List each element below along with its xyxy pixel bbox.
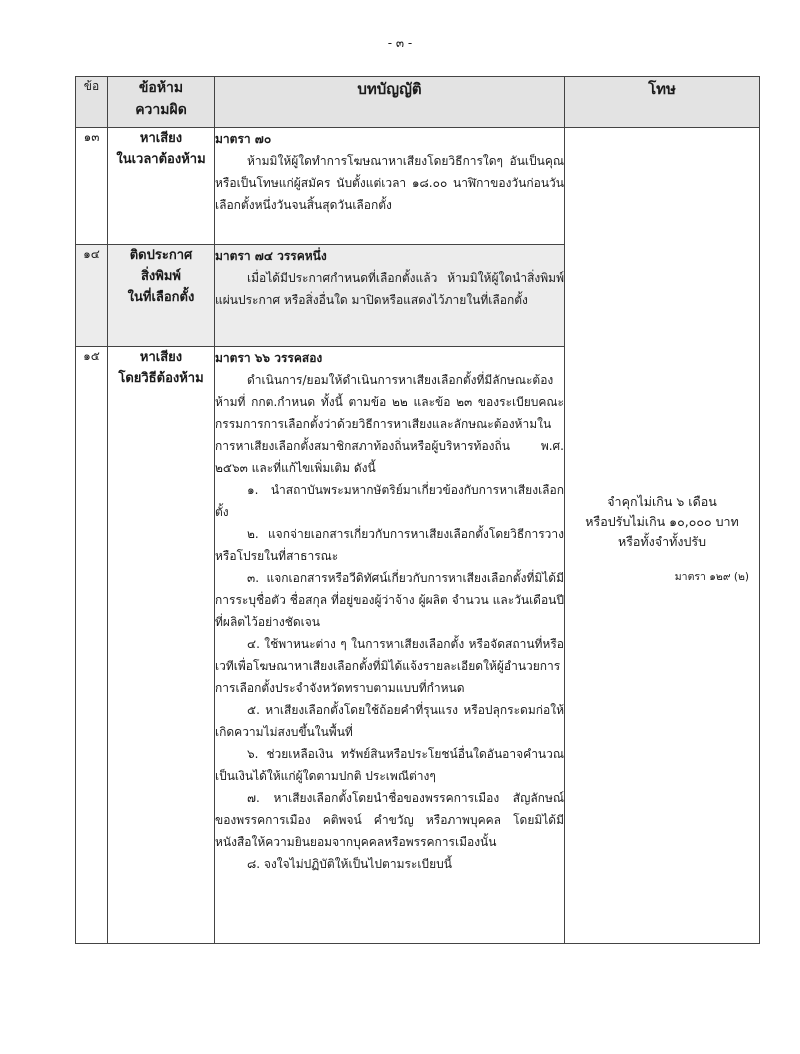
- header-offense-line2: ความผิด: [135, 102, 187, 118]
- list-item: ๓. แจกเอกสารหรือวีดิทัศน์เกี่ยวกับการหาเสียงเลือกตั้งที่มิได้มีการระบุชื่อตัว ชื่อสกุล ที่อยู่ของผู้ว่าจ้าง ผู้ผลิต จำนวน และวันเดือนปีที่ผลิตไว้อย่างชัดเจน: [215, 571, 564, 629]
- header-penalty: โทษ: [565, 77, 760, 128]
- header-offense: [108, 77, 215, 128]
- list-item: ๕. หาเสียงเลือกตั้งโดยใช้ถ้อยคำที่รุนแรง หรือปลุกระดมก่อให้เกิดความไม่สงบขึ้นในพื้นที่: [215, 703, 564, 739]
- provision-text: ห้ามมิให้ผู้ใดทำการโฆษณาหาเสียงโดยวิธีการใดๆ อันเป็นคุณหรือเป็นโทษแก่ผู้สมัคร นับตั้งแต่เวลา ๑๘.๐๐ นาฬิกาของวันก่อนวันเลือกตั้งหนึ่งวันจนสิ้นสุดวันเลือกตั้ง: [215, 154, 564, 212]
- page-number: - ๓ -: [387, 36, 413, 50]
- penalty-cell: [565, 128, 760, 944]
- offense-line: หาเสียง: [139, 131, 183, 146]
- table-header-row: [76, 77, 760, 128]
- penalty-reference: มาตรา ๑๒๙ (๒): [674, 571, 749, 583]
- section-title: มาตรา ๖๖ วรรคสอง: [215, 351, 323, 365]
- penalty-line: หรือทั้งจำทั้งปรับ: [617, 534, 707, 549]
- offense-line: ในเวลาต้องห้าม: [116, 152, 206, 167]
- table-row: [76, 128, 760, 245]
- election-offense-table: [75, 76, 760, 944]
- provision-cell: [215, 347, 565, 944]
- list-item: ๔. ใช้พาหนะต่าง ๆ ในการหาเสียงเลือกตั้ง หรือจัดสถานที่หรือเวทีเพื่อโฆษณาหาเสียงเลือกตั้งที่มิได้แจ้งรายละเอียดให้ผู้อำนวยการการเลือกตั้งประจำจังหวัดทราบตามแบบที่กำหนด: [215, 637, 564, 695]
- penalty-line: หรือปรับไม่เกิน ๑๐,๐๐๐ บาท: [585, 514, 739, 529]
- provision-text: ดำเนินการ/ยอมให้ดำเนินการหาเสียงเลือกตั้งที่มีลักษณะต้องห้ามที่ กกต.กำหนด ทั้งนี้ ตามข้อ ๒๒ และข้อ ๒๓ ของระเบียบคณะกรรมการการเลือกตั้งว่าด้วยวิธีการหาเสียงและลักษณะต้องห้ามในการหาเสียงเลือกตั้งสมาชิกสภาท้องถิ่นหรือผู้บริหารท้องถิ่น พ.ศ. ๒๕๖๓ และที่แก้ไขเพิ่มเติม ดังนี้: [215, 373, 564, 475]
- list-item: ๘. จงใจไม่ปฏิบัติให้เป็นไปตามระเบียบนี้: [247, 857, 452, 871]
- row-number: ๑๕: [76, 347, 108, 944]
- list-item: ๑. นำสถาบันพระมหากษัตริย์มาเกี่ยวข้องกับการหาเสียงเลือกตั้ง: [215, 483, 564, 519]
- provision-cell: [215, 128, 565, 245]
- penalty-text: [565, 492, 759, 552]
- penalty-line: จำคุกไม่เกิน ๖ เดือน: [607, 494, 717, 509]
- row-number: ๑๔: [76, 245, 108, 347]
- list-item: ๗. หาเสียงเลือกตั้งโดยนำชื่อของพรรคการเมือง สัญลักษณ์ของพรรคการเมือง คติพจน์ คำขวัญ หรือภาพบุคคล โดยมิได้มีหนังสือให้ความยินยอมจากบุคคลหรือพรรคการเมืองนั้น: [215, 791, 564, 849]
- offense-cell: [108, 128, 215, 245]
- header-provision: บทบัญญัติ: [215, 77, 565, 128]
- offense-line: ติดประกาศ: [129, 248, 193, 263]
- offense-cell: [108, 245, 215, 347]
- list-item: ๖. ช่วยเหลือเงิน ทรัพย์สินหรือประโยชน์อื่นใดอันอาจคำนวณเป็นเงินได้ให้แก่ผู้ใดตามปกติ ประเพณีต่างๆ: [215, 747, 564, 783]
- offense-cell: [108, 347, 215, 944]
- provision-cell: [215, 245, 565, 347]
- header-offense-line1: ข้อห้าม: [138, 80, 184, 96]
- section-title: มาตรา ๗๐: [215, 132, 272, 146]
- list-item: ๒. แจกจ่ายเอกสารเกี่ยวกับการหาเสียงเลือกตั้งโดยวิธีการวาง หรือโปรยในที่สาธารณะ: [215, 527, 564, 563]
- section-title: มาตรา ๗๔ วรรคหนึ่ง: [215, 249, 327, 263]
- offense-line: หาเสียง: [139, 350, 183, 365]
- row-number: ๑๓: [76, 128, 108, 245]
- header-no: ข้อ: [76, 77, 108, 128]
- offense-line: ในที่เลือกตั้ง: [127, 290, 195, 305]
- offense-line: สิ่งพิมพ์: [141, 269, 181, 284]
- offense-line: โดยวิธีต้องห้าม: [118, 371, 204, 386]
- provision-text: เมื่อได้มีประกาศกำหนดที่เลือกตั้งแล้ว ห้ามมิให้ผู้ใดนำสิ่งพิมพ์ แผ่นประกาศ หรือสิ่งอื่นใด มาปิดหรือแสดงไว้ภายในที่เลือกตั้ง: [215, 271, 564, 307]
